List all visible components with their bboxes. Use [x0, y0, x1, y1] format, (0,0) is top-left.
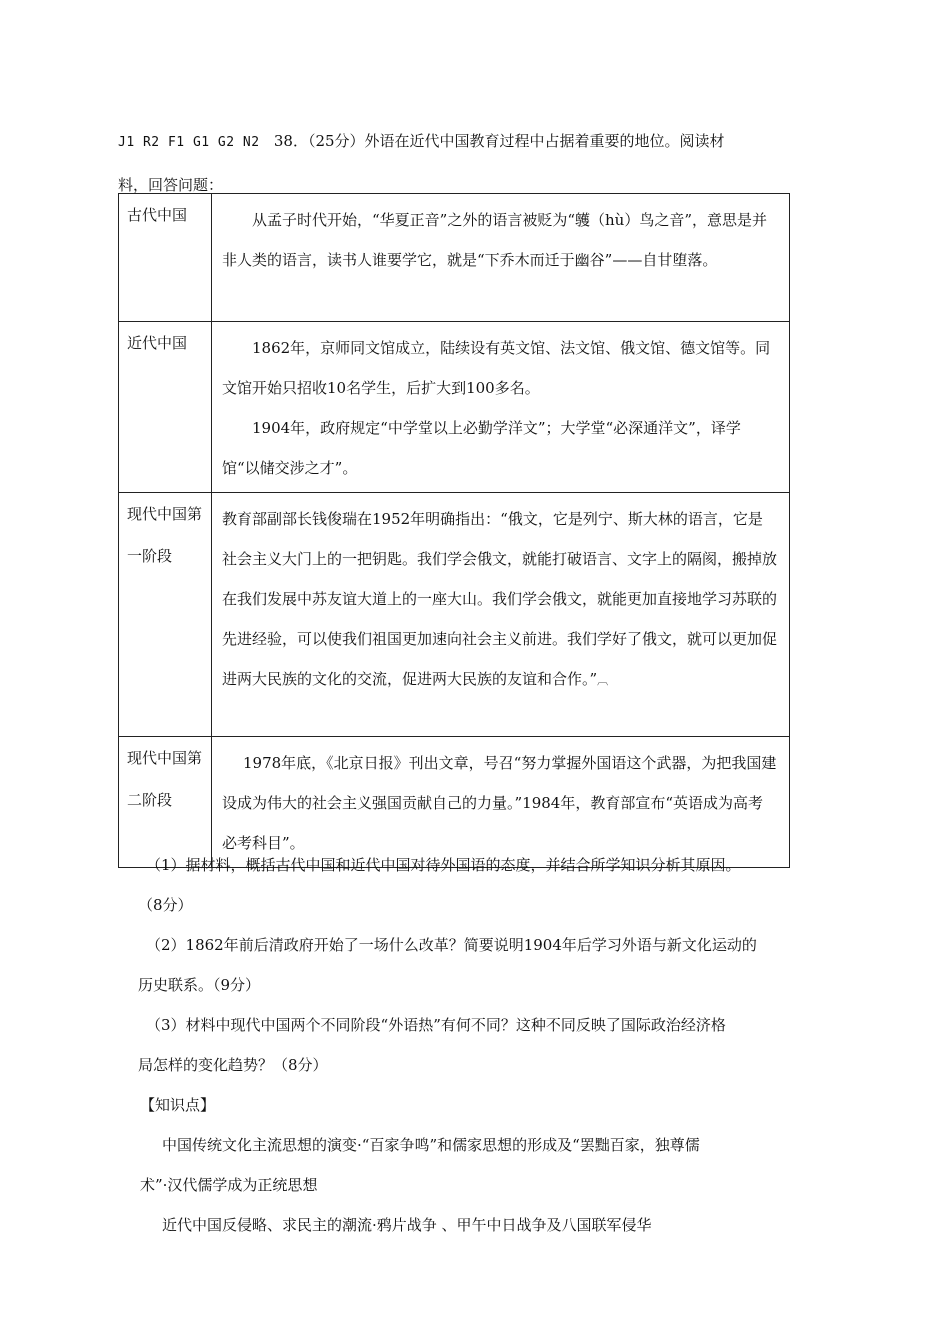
questions-section — [118, 845, 818, 1245]
material-table — [118, 193, 790, 868]
table-row — [119, 493, 790, 737]
row-label: 现代中国第一阶段 — [119, 493, 212, 737]
question-1-line-1: （1）据材料，概括古代中国和近代中国对待外国语的态度，并结合所学知识分析其原因。 — [146, 856, 741, 874]
row-paragraph-text: 教育部副部长钱俊瑞在1952年明确指出：“俄文，它是列宁、斯大林的语言，它是社会主义大门上的一把钥匙。我们学会俄文，就能打破语言、文字上的隔阂，搬掉放在我们发展中苏友谊大道上的一座大山。我们学会俄文，就能更加直接地学习苏联的先进经验，可以使我们祖国更加速向社会主义前进。我们学好了俄文，就可以更加促进两大民族的文化的交流，促进两大民族的友谊和合作。” — [222, 510, 778, 688]
row-content — [212, 194, 790, 322]
knowledge-item-1-line-1: 中国传统文化主流思想的演变·“百家争鸣”和儒家思想的形成及“罢黜百家，独尊儒 — [162, 1136, 700, 1154]
row-content — [212, 493, 790, 737]
row-label: 现代中国第二阶段 — [119, 737, 212, 868]
intro-text-2: 料，回答问题： — [118, 176, 224, 194]
question-3-line-2: 局怎样的变化趋势？（8分） — [138, 1056, 328, 1074]
row-paragraph: 1904年，政府规定“中学堂以上必勤学洋文”；大学堂“必深通洋文”，译学馆“以储交涉之才”。 — [222, 419, 741, 477]
knowledge-heading: 【知识点】 — [140, 1096, 216, 1114]
question-2-line-2: 历史联系。（9分） — [138, 976, 261, 994]
knowledge-item-1-line-2: 术”·汉代儒学成为正统思想 — [140, 1176, 318, 1194]
row-label: 近代中国 — [119, 322, 212, 493]
row-paragraph: 1978年底，《北京日报》刊出文章，号召“努力掌握外国语这个武器，为把我国建设成为伟大的社会主义强国贡献自己的力量。”1984年，教育部宣布“英语成为高考必考科目”。 — [222, 754, 777, 852]
bracket-mark: ︹ — [597, 674, 609, 687]
table-row — [119, 194, 790, 322]
question-1-line-2: （8分） — [138, 896, 193, 914]
question-2-line-1: （2）1862年前后清政府开始了一场什么改革？简要说明1904年后学习外语与新文化运动的 — [146, 936, 757, 954]
row-label: 古代中国 — [119, 194, 212, 322]
row-paragraph — [222, 499, 777, 701]
intro-text-1: （25分）外语在近代中国教育过程中占据着重要的地位。阅读材 — [307, 132, 725, 150]
row-content — [212, 322, 790, 493]
question-3-line-1: （3）材料中现代中国两个不同阶段“外语热”有何不同？这种不同反映了国际政治经济格 — [146, 1016, 726, 1034]
row-paragraph: 从孟子时代开始，“华夏正音”之外的语言被贬为“鹱（hù）鸟之音”，意思是并非人类的语言，读书人谁要学它，就是“下乔木而迁于幽谷”——自甘堕落。 — [222, 211, 767, 269]
row-paragraph: 1862年，京师同文馆成立，陆续设有英文馆、法文馆、俄文馆、德文馆等。同文馆开始只招收10名学生，后扩大到100多名。 — [222, 339, 771, 397]
knowledge-item-2: 近代中国反侵略、求民主的潮流·鸦片战争 、甲午中日战争及八国联军侵华 — [162, 1216, 652, 1234]
table-row — [119, 322, 790, 493]
question-number: 38． — [273, 132, 308, 150]
intro-line-1 — [118, 120, 818, 164]
knowledge-code: J1 R2 F1 G1 G2 N2 — [118, 135, 260, 150]
